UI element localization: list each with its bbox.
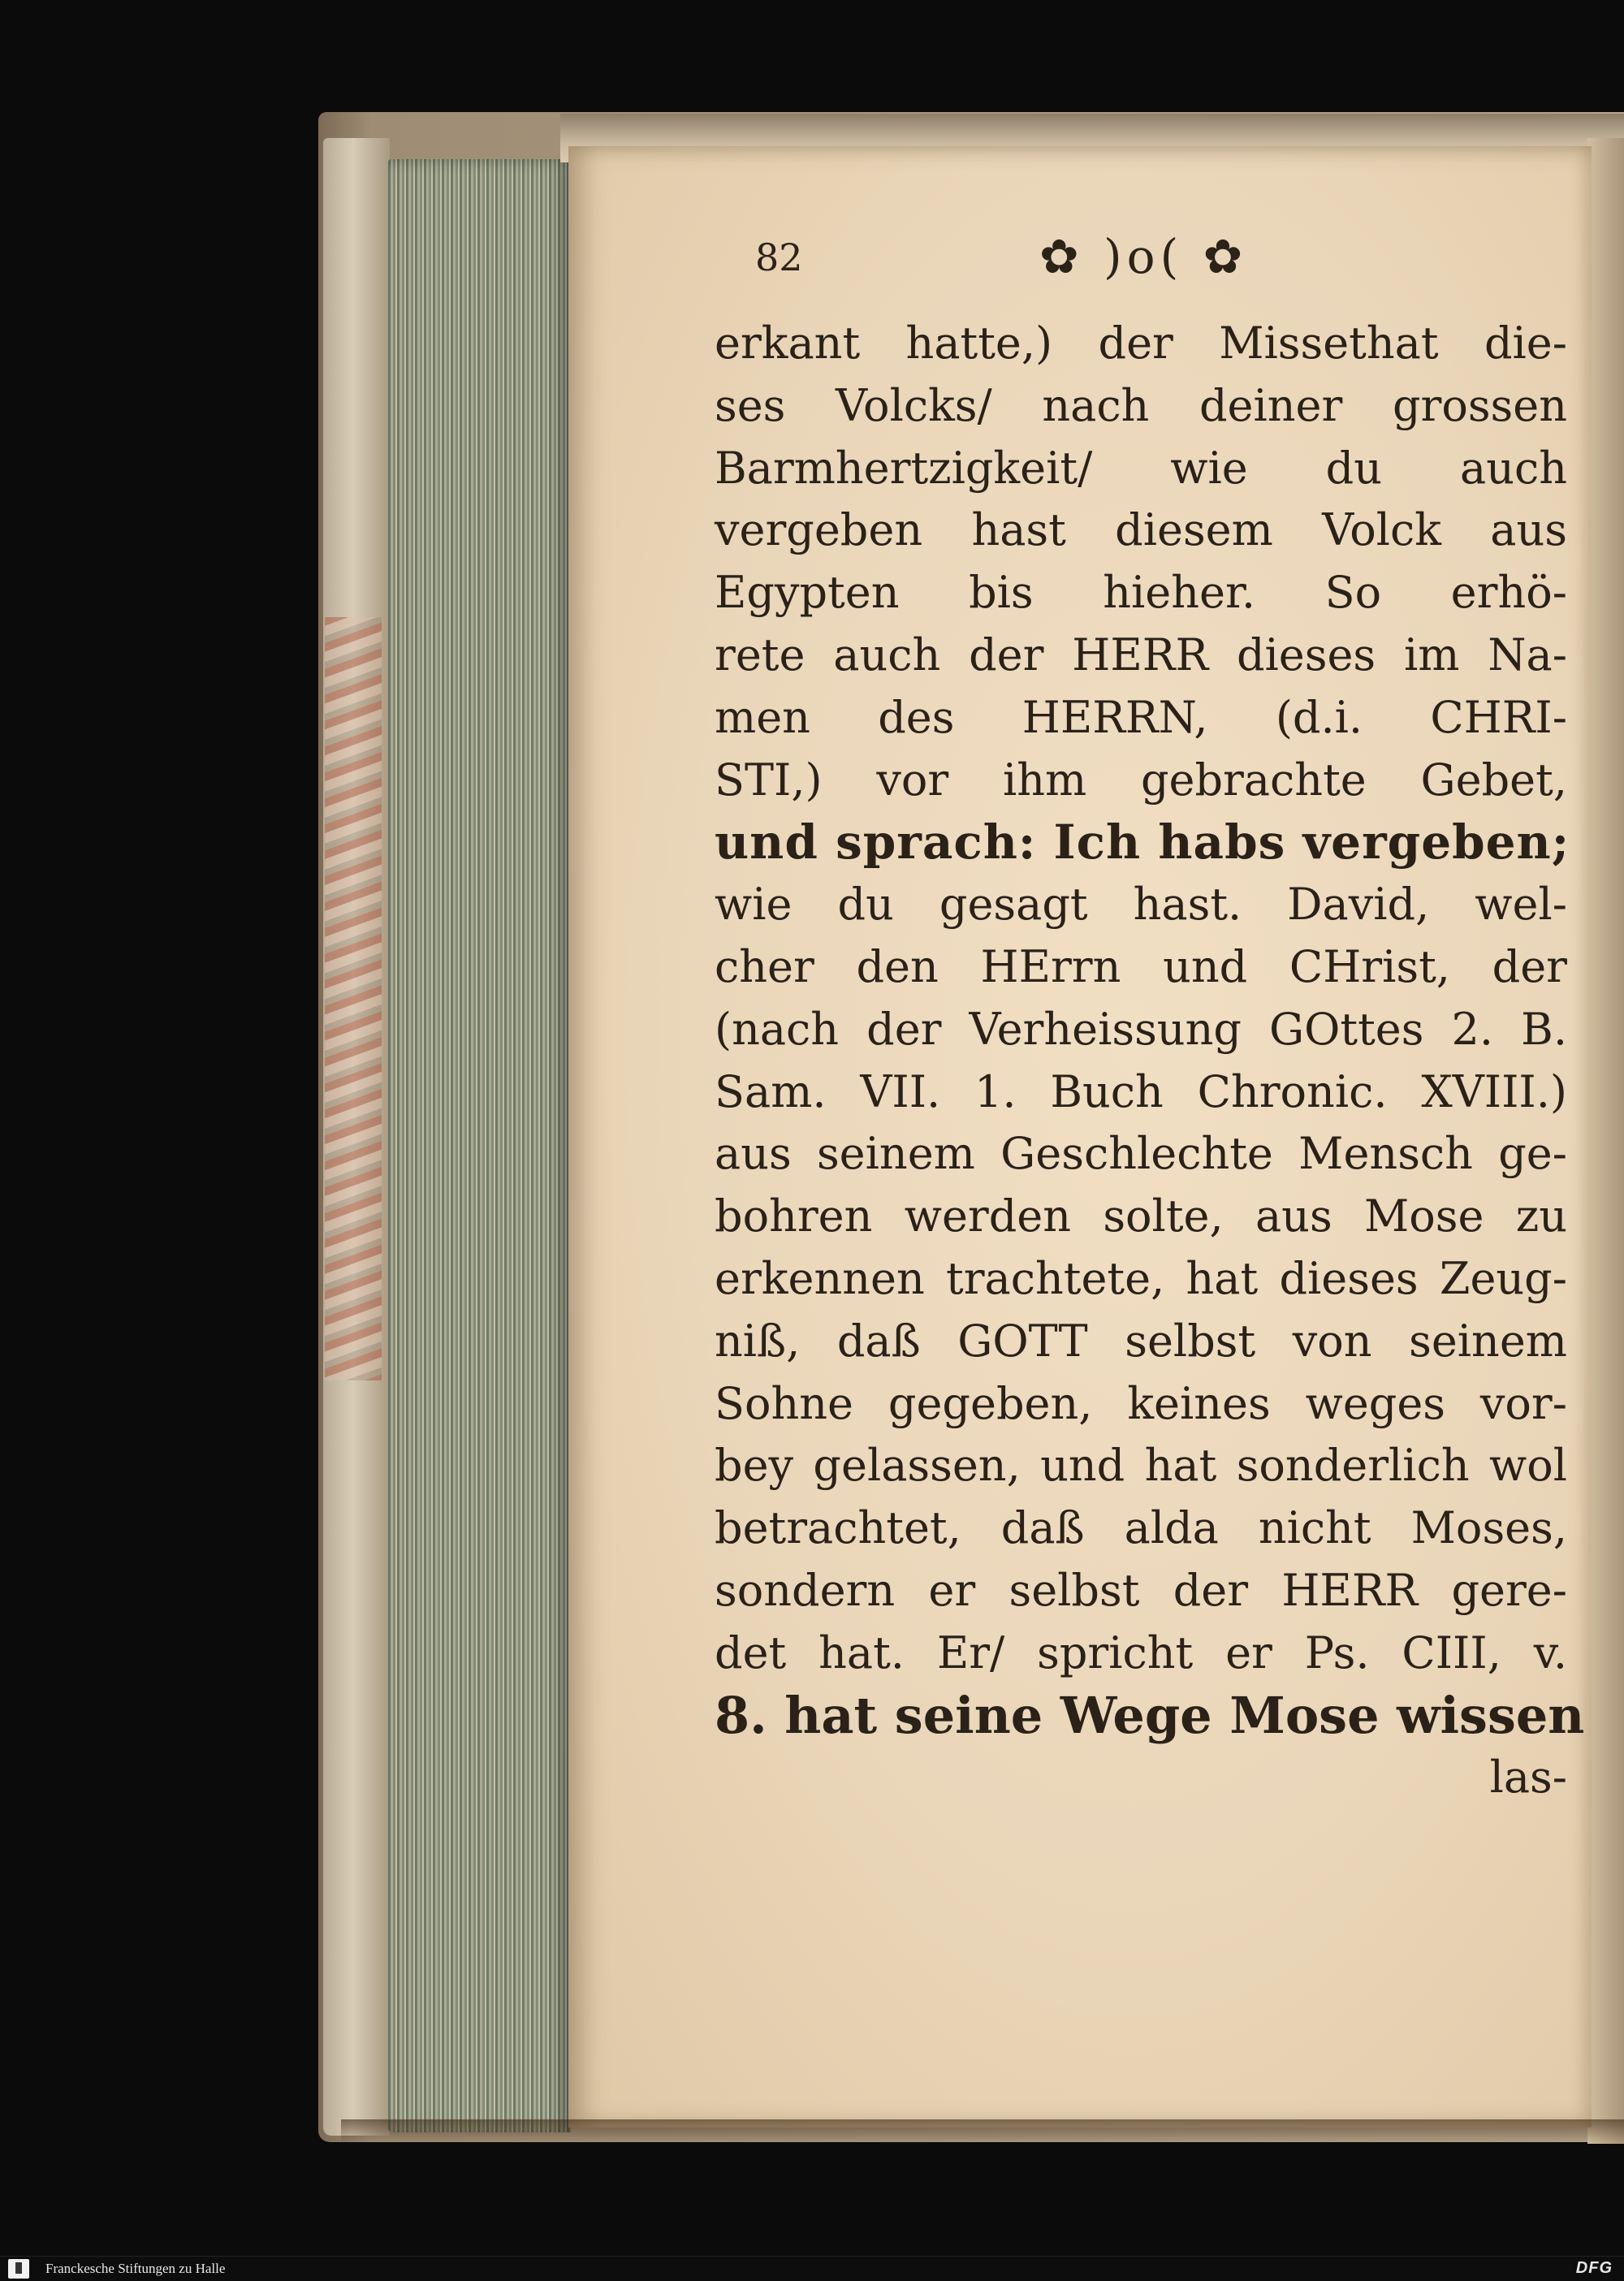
text-line: rete auch der HERR dieses im Na-: [715, 629, 1567, 680]
text-line: 8. hat seine Wege Mose wissen: [715, 1685, 1585, 1745]
text-line: ses Volcks/ nach deiner grossen: [715, 379, 1567, 431]
text-line: Egypten bis hieher. So erhö-: [715, 567, 1567, 619]
text-line: sondern er selbst der HERR gere-: [715, 1564, 1567, 1616]
text-line: bey gelassen, und hat sonderlich wol: [715, 1440, 1567, 1492]
dfg-logo: DFG: [1575, 2259, 1613, 2277]
page-right-edge: [1587, 138, 1624, 2144]
text-line: aus seinem Geschlechte Mensch ge-: [715, 1128, 1567, 1180]
page-bottom-shadow: [341, 2119, 1624, 2144]
text-line: cher den HErrn und CHrist, der: [715, 940, 1567, 992]
text-line: vergeben hast diesem Volck aus: [715, 504, 1567, 556]
text-line: betrachtet, daß alda nicht Moses,: [715, 1502, 1567, 1554]
text-line: und sprach: Ich habs vergeben;: [715, 814, 1570, 870]
text-line: Barmhertzigkeit/ wie du auch: [715, 442, 1567, 494]
text-line: Sam. VII. 1. Buch Chronic. XVIII.): [715, 1065, 1567, 1117]
page-edges-stack: [388, 159, 571, 2132]
catchword: las-: [1489, 1752, 1567, 1804]
text-line: det hat. Er/ spricht er Ps. CIII, v.: [715, 1627, 1567, 1678]
header-ornament: ✿ )o( ✿: [1039, 229, 1248, 284]
text-line: erkennen trachtete, hat dieses Zeug-: [715, 1252, 1567, 1304]
footer-institution-label: Franckesche Stiftungen zu Halle: [45, 2261, 226, 2276]
text-line: Sohne gegeben, keines weges vor-: [715, 1377, 1567, 1429]
text-line: niß, daß GOTT selbst von seinem: [715, 1315, 1567, 1367]
text-line: wie du gesagt hast. David, wel-: [715, 879, 1567, 931]
text-line: (nach der Verheissung GOttes 2. B.: [715, 1003, 1567, 1055]
page-number: 82: [755, 235, 803, 279]
marbled-paper-edge: [325, 617, 382, 1380]
institution-logo-icon: [8, 2259, 29, 2279]
viewer-footer: [0, 2256, 1624, 2281]
text-line: erkant hatte,) der Missethat die-: [715, 318, 1567, 369]
text-line: STI,) vor ihm gebrachte Gebet,: [715, 754, 1567, 806]
body-text: [715, 313, 1585, 1809]
text-line: bohren werden solte, aus Mose zu: [715, 1190, 1567, 1242]
text-line: men des HERRN, (d.i. CHRI-: [715, 691, 1567, 743]
bleed-through-shadow: [731, 1766, 744, 1831]
